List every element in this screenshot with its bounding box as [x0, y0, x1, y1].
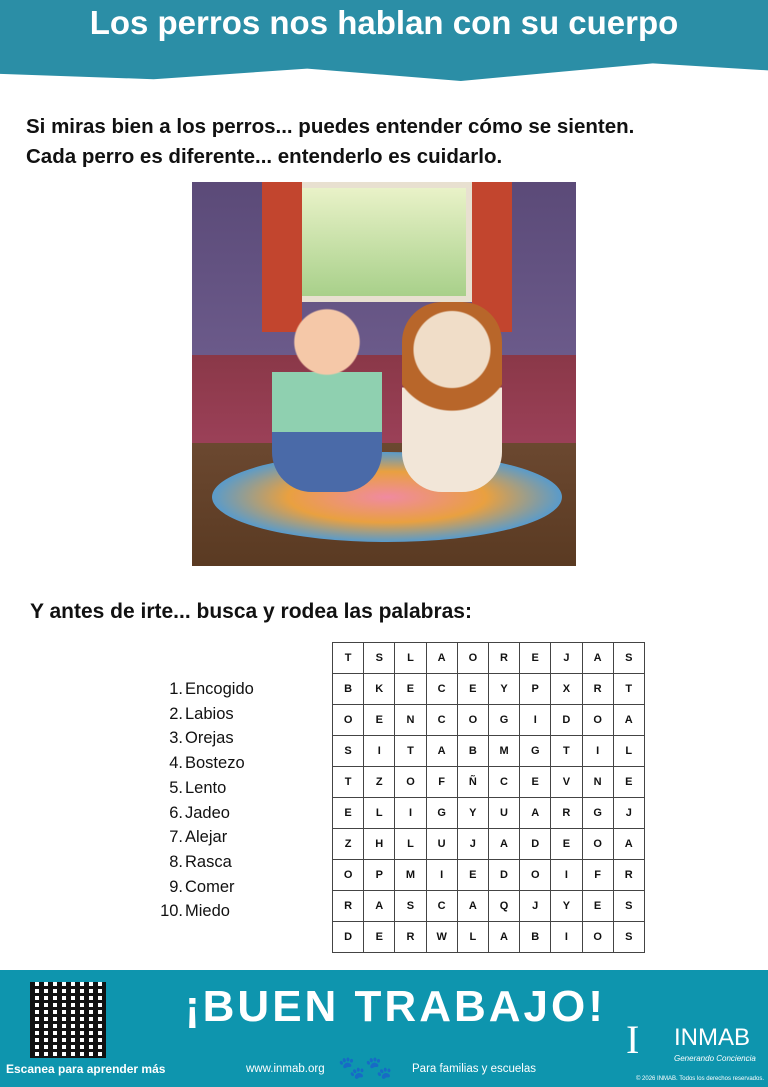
word-text: Labios	[185, 704, 234, 723]
grid-row	[333, 860, 645, 891]
word-text: Rasca	[185, 852, 232, 871]
grid-cell[interactable]: C	[488, 767, 519, 798]
grid-cell[interactable]: A	[613, 829, 644, 860]
grid-cell[interactable]: K	[364, 674, 395, 705]
grid-cell[interactable]: F	[582, 860, 613, 891]
intro-text	[26, 112, 634, 172]
grid-cell[interactable]: D	[520, 829, 551, 860]
grid-cell[interactable]: F	[426, 767, 457, 798]
grid-cell[interactable]: I	[582, 736, 613, 767]
word-item	[150, 801, 254, 826]
dog-figure	[402, 302, 502, 492]
grid-cell[interactable]: E	[520, 643, 551, 674]
grid-cell[interactable]: B	[333, 674, 364, 705]
grid-cell[interactable]: I	[551, 860, 582, 891]
grid-cell[interactable]: Y	[551, 891, 582, 922]
grid-cell[interactable]: A	[364, 891, 395, 922]
grid-cell[interactable]: S	[613, 643, 644, 674]
brand-name: INMAB	[674, 1024, 751, 1051]
word-item	[150, 850, 254, 875]
puzzle-heading: Y antes de irte... busca y rodea las palabras:	[30, 600, 472, 623]
grid-cell[interactable]: R	[333, 891, 364, 922]
grid-cell[interactable]: C	[426, 891, 457, 922]
word-text: Bostezo	[185, 754, 245, 773]
grid-cell[interactable]: G	[582, 798, 613, 829]
word-text: Alejar	[185, 828, 228, 847]
grid-cell[interactable]: C	[426, 674, 457, 705]
grid-cell[interactable]: Y	[457, 798, 488, 829]
word-text: Orejas	[185, 729, 234, 748]
word-item	[150, 875, 254, 900]
grid-cell[interactable]: Q	[488, 891, 519, 922]
page-title: Los perros nos hablan con su cuerpo	[89, 4, 679, 41]
grid-cell[interactable]: E	[582, 891, 613, 922]
grid-cell[interactable]: R	[551, 798, 582, 829]
grid-cell[interactable]: E	[520, 767, 551, 798]
word-item	[150, 899, 254, 924]
word-number: 7.	[169, 828, 183, 847]
girl-and-dog-illustration	[192, 182, 576, 566]
grid-cell[interactable]: G	[488, 705, 519, 736]
rug	[212, 452, 562, 542]
grid-cell[interactable]: A	[426, 736, 457, 767]
grid-cell[interactable]: V	[551, 767, 582, 798]
word-search-grid	[332, 642, 645, 953]
grid-cell[interactable]: A	[520, 798, 551, 829]
grid-cell[interactable]: Z	[333, 829, 364, 860]
grid-cell[interactable]: L	[395, 829, 426, 860]
grid-cell[interactable]: O	[582, 922, 613, 953]
grid-cell[interactable]: B	[520, 922, 551, 953]
grid-cell[interactable]: D	[551, 705, 582, 736]
word-number: 8.	[169, 852, 183, 871]
grid-cell[interactable]: S	[613, 922, 644, 953]
grid-cell[interactable]: N	[582, 767, 613, 798]
word-number: 6.	[169, 803, 183, 822]
grid-cell[interactable]: T	[395, 736, 426, 767]
word-text: Miedo	[185, 902, 230, 921]
grid-cell[interactable]: R	[613, 860, 644, 891]
grid-cell[interactable]: Y	[488, 674, 519, 705]
grid-cell[interactable]: O	[582, 705, 613, 736]
word-list	[150, 677, 254, 924]
qr-label: Escanea para aprender más	[6, 1062, 166, 1076]
grid-cell[interactable]: O	[520, 860, 551, 891]
grid-cell[interactable]: R	[488, 643, 519, 674]
inmab-logo-icon: I	[626, 1017, 640, 1062]
brand-tagline: Generando Conciencia	[674, 1054, 756, 1063]
cheer-text: ¡BUEN TRABAJO!	[185, 982, 606, 1031]
grid-cell[interactable]: E	[395, 674, 426, 705]
intro-line-2: Cada perro es diferente... entenderlo es cuidarlo.	[26, 145, 503, 168]
grid-cell[interactable]: I	[426, 860, 457, 891]
word-number: 10.	[160, 902, 183, 921]
grid-cell[interactable]: O	[395, 767, 426, 798]
grid-cell[interactable]: P	[364, 860, 395, 891]
grid-cell[interactable]: R	[395, 922, 426, 953]
grid-cell[interactable]: W	[426, 922, 457, 953]
grid-cell[interactable]: A	[613, 705, 644, 736]
grid-cell[interactable]: Z	[364, 767, 395, 798]
word-number: 1.	[169, 680, 183, 698]
grid-row	[333, 705, 645, 736]
grid-cell[interactable]: S	[364, 643, 395, 674]
grid-cell[interactable]: L	[613, 736, 644, 767]
grid-cell[interactable]: L	[457, 922, 488, 953]
grid-cell[interactable]: L	[364, 798, 395, 829]
grid-cell[interactable]: R	[582, 674, 613, 705]
grid-row	[333, 674, 645, 705]
grid-cell[interactable]: A	[457, 891, 488, 922]
grid-cell[interactable]: E	[364, 922, 395, 953]
grid-cell[interactable]: O	[582, 829, 613, 860]
grid-cell[interactable]: C	[426, 705, 457, 736]
grid-cell[interactable]: E	[333, 798, 364, 829]
word-item	[150, 751, 254, 776]
grid-cell[interactable]: A	[488, 829, 519, 860]
word-number: 3.	[169, 729, 183, 748]
grid-cell[interactable]: A	[488, 922, 519, 953]
grid-cell[interactable]: E	[457, 860, 488, 891]
word-item	[150, 677, 254, 702]
word-number: 2.	[169, 704, 183, 723]
grid-cell[interactable]: M	[395, 860, 426, 891]
paw-prints-icon: 🐾🐾	[338, 1055, 393, 1080]
grid-row	[333, 922, 645, 953]
word-item	[150, 726, 254, 751]
grid-cell[interactable]: O	[457, 643, 488, 674]
grid-cell[interactable]: J	[520, 891, 551, 922]
grid-cell[interactable]: B	[457, 736, 488, 767]
word-item	[150, 825, 254, 850]
grid-cell[interactable]: E	[551, 829, 582, 860]
grid-cell[interactable]: I	[551, 922, 582, 953]
grid-cell[interactable]: I	[395, 798, 426, 829]
window	[292, 182, 472, 302]
grid-cell[interactable]: D	[488, 860, 519, 891]
grid-cell[interactable]: E	[613, 767, 644, 798]
grid-cell[interactable]: E	[457, 674, 488, 705]
grid-cell[interactable]: E	[364, 705, 395, 736]
word-text: Jadeo	[185, 803, 230, 822]
word-number: 9.	[169, 877, 183, 896]
girl-figure	[272, 292, 382, 492]
grid-cell[interactable]: P	[520, 674, 551, 705]
grid-row	[333, 891, 645, 922]
qr-code[interactable]	[30, 982, 106, 1058]
grid-cell[interactable]: G	[426, 798, 457, 829]
grid-cell[interactable]: U	[426, 829, 457, 860]
grid-row	[333, 798, 645, 829]
grid-cell[interactable]: O	[333, 860, 364, 891]
intro-line-1: Si miras bien a los perros... puedes entender cómo se sienten.	[26, 115, 635, 138]
grid-cell[interactable]: M	[488, 736, 519, 767]
grid-cell[interactable]: J	[613, 798, 644, 829]
word-number: 5.	[169, 778, 183, 797]
grid-row	[333, 767, 645, 798]
word-item	[150, 776, 254, 801]
footer	[0, 970, 768, 1087]
grid-cell[interactable]: A	[426, 643, 457, 674]
website-link[interactable]: www.inmab.org	[246, 1063, 325, 1075]
grid-cell[interactable]: G	[520, 736, 551, 767]
grid-cell[interactable]: H	[364, 829, 395, 860]
word-text: Encogido	[185, 680, 254, 698]
grid-cell[interactable]: D	[333, 922, 364, 953]
grid-cell[interactable]: S	[333, 736, 364, 767]
grid-cell[interactable]: U	[488, 798, 519, 829]
grid-cell[interactable]: S	[395, 891, 426, 922]
grid-cell[interactable]: Ñ	[457, 767, 488, 798]
grid-row	[333, 736, 645, 767]
grid-cell[interactable]: I	[364, 736, 395, 767]
grid-cell[interactable]: J	[457, 829, 488, 860]
grid-cell[interactable]: T	[613, 674, 644, 705]
word-text: Comer	[185, 877, 235, 896]
grid-cell[interactable]: O	[333, 705, 364, 736]
grid-row	[333, 829, 645, 860]
copyright: © 2026 INMAB. Todos los derechos reservados.	[635, 1076, 764, 1082]
grid-cell[interactable]: I	[520, 705, 551, 736]
grid-cell[interactable]: X	[551, 674, 582, 705]
word-number: 4.	[169, 754, 183, 773]
grid-cell[interactable]: A	[582, 643, 613, 674]
grid-cell[interactable]: J	[551, 643, 582, 674]
grid-cell[interactable]: T	[333, 643, 364, 674]
grid-cell[interactable]: O	[457, 705, 488, 736]
grid-cell[interactable]: L	[395, 643, 426, 674]
grid-cell[interactable]: N	[395, 705, 426, 736]
audience-text: Para familias y escuelas	[412, 1063, 536, 1075]
word-text: Lento	[185, 778, 227, 797]
word-item	[150, 702, 254, 727]
grid-cell[interactable]: T	[333, 767, 364, 798]
grid-cell[interactable]: T	[551, 736, 582, 767]
grid-cell[interactable]: S	[613, 891, 644, 922]
grid-row	[333, 643, 645, 674]
